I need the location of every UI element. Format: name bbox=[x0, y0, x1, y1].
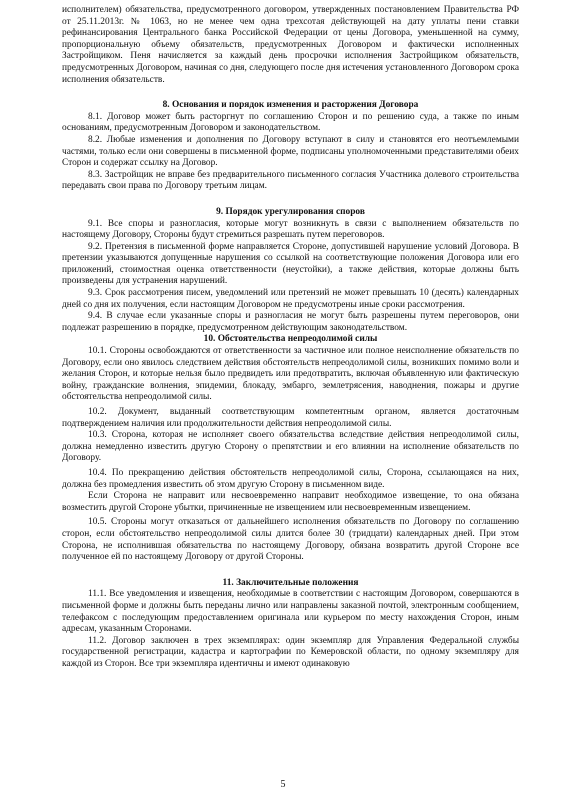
paragraph-9-1: 9.1. Все споры и разногласия, которые могут возникнуть в связи с выполнением обязательств по настоящему Договору, Стороны будут стремиться разрешать путем переговоров. bbox=[62, 218, 519, 241]
paragraph-8-1: 8.1. Договор может быть расторгнут по соглашению Сторон и по решению суда, а также по иным основаниям, предусмотренным Договором и законодательством. bbox=[62, 111, 519, 134]
paragraph-8-2: 8.2. Любые изменения и дополнения по Договору вступают в силу и становятся его неотъемлемыми частями, только если они совершены в письменной форме, подписаны уполномоченными представителями обеих Сторон и содержат ссылку на Договор. bbox=[62, 134, 519, 169]
paragraph-9-2: 9.2. Претензия в письменной форме направляется Стороне, допустившей нарушение условий Договора. В претензии указываются допущенные нарушения со ссылкой на соответствующие положения Договора или его приложений, стоимостная оценка ответственности (неустойки), а также действия, которые должны быть произведены для устранения нарушений. bbox=[62, 241, 519, 287]
paragraph-11-1: 11.1. Все уведомления и извещения, необходимые в соответствии с настоящим Договором, совершаются в письменной форме и должны быть переданы лично или направлены заказной почтой, электронным сообщением, телефаксом с последующим предоставлением оригинала или курьером по месту нахождения Сторон, иным адресам, указанным Сторонами. bbox=[62, 589, 519, 635]
page-number: 5 bbox=[280, 779, 286, 790]
paragraph-8-3: 8.3. Застройщик не вправе без предварительного письменного согласия Участника долевого строительства передавать свои права по Договору третьим лицам. bbox=[62, 169, 519, 192]
intro-paragraph: исполнителем) обязательства, предусмотренного договором, утвержденных постановлением Правительства РФ от 25.11.2013г. № 1063, но не менее чем одна трехсотая действующей на дату уплаты пени ставки рефинансирования Центрального банка Российской Федерации от цены Договора, уменьшенной на сумму, пропорциональную объему обязательств, предусмотренных Договором и фактически исполненных Застройщиком. Пеня начисляется за каждый день просрочки исполнения Застройщиком обязательств, предусмотренных Договором, начиная со дня, следующего после дня истечения установленного Договором срока исполнения обязательств. bbox=[62, 5, 519, 85]
paragraph-9-4: 9.4. В случае если указанные споры и разногласия не могут быть разрешены путем переговоров, они подлежат разрешению в порядке, предусмотренном действующим законодательством. bbox=[62, 311, 519, 333]
section-11-heading: 11. Заключительные положения bbox=[222, 577, 359, 588]
paragraph-10-4-notice: Если Сторона не направит или несвоевременно направит необходимое извещение, то она обязана возместить другой Стороне убытки, причиненные не извещением или несвоевременным извещением. bbox=[62, 491, 519, 513]
paragraph-10-3: 10.3. Сторона, которая не исполняет своего обязательства вследствие действия непреодолимой силы, должна немедленно известить другую Сторону о препятствии и его влиянии на исполнение обязательств по Договору. bbox=[62, 430, 519, 464]
paragraph-10-4: 10.4. По прекращению действия обстоятельств непреодолимой силы, Сторона, ссылающаяся на них, должна без промедления известить об этом другую Сторону в письменном виде. bbox=[62, 467, 519, 490]
paragraph-10-1: 10.1. Стороны освобождаются от ответственности за частичное или полное неисполнение обязательств по Договору, если оно явилось следствием действия обстоятельств непреодолимой силы, возникших помимо воли и желания Сторон, и которые нельзя было предвидеть или предотвратить, включая объявленную или фактическую войну, гражданские волнения, эпидемии, блокаду, эмбарго, землетрясения, наводнения, пожары и другие обстоятельства непреодолимой силы. bbox=[62, 346, 519, 403]
paragraph-9-3: 9.3. Срок рассмотрения писем, уведомлений или претензий не может превышать 10 (десять) календарных дней со дня их получения, если настоящим Договором не предусмотрены иные сроки рассмотрения. bbox=[62, 288, 519, 310]
paragraph-10-5: 10.5. Стороны могут отказаться от дальнейшего исполнения обязательств по Договору по соглашению сторон, если обстоятельство непреодолимой силы длится более 30 (тридцати) календарных дней. При этом Сторона, не исполнившая обязательства по настоящему Договору, обязана возвратить другой Стороне все полученное ей по настоящему Договору от другой Стороны. bbox=[62, 517, 519, 563]
section-10-heading: 10. Обстоятельства непреодолимой силы bbox=[203, 334, 378, 345]
section-9-heading: 9. Порядок урегулирования споров bbox=[216, 206, 365, 217]
paragraph-10-2: 10.2. Документ, выданный соответствующим компетентным органом, является достаточным подтверждением наличия или продолжительности действия непреодолимой силы. bbox=[62, 407, 519, 429]
section-8-heading: 8. Основания и порядок изменения и расторжения Договора bbox=[162, 100, 419, 111]
paragraph-11-2: 11.2. Договор заключен в трех экземплярах: один экземпляр для Управления Федеральной службы государственной регистрации, кадастра и картографии по Кемеровской области, по одному экземпляру для каждой из Сторон. Все три экземпляра идентичны и имеют одинаковую bbox=[62, 635, 519, 669]
